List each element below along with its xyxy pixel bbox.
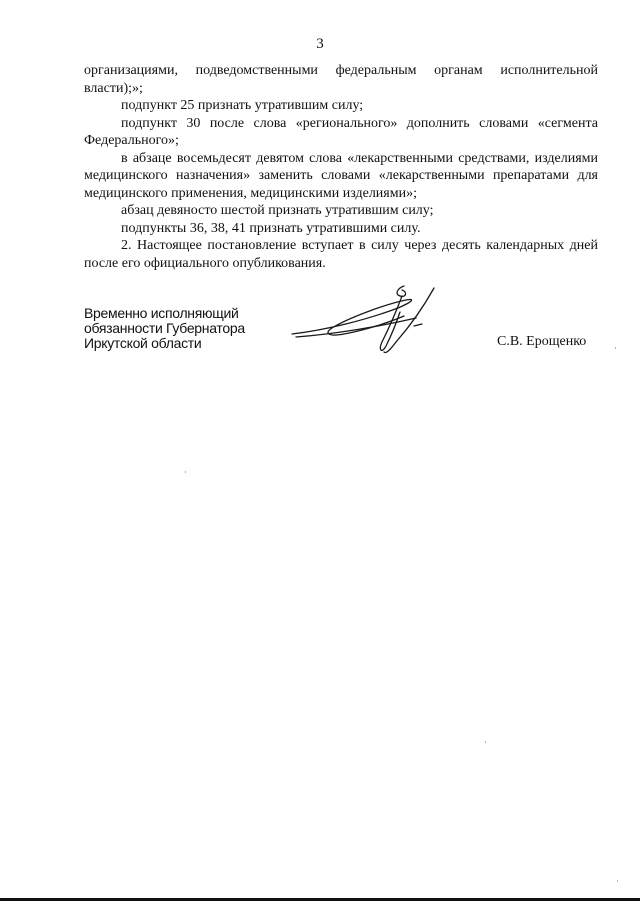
- paragraph-abzac-96: абзац девяносто шестой признать утратившим силу;: [121, 203, 434, 218]
- scan-speck: [615, 347, 616, 349]
- page-number: 3: [316, 36, 324, 52]
- scan-speck: [185, 471, 186, 473]
- paragraph-subpoints-36-38-41: подпункты 36, 38, 41 признать утратившими силу.: [121, 220, 421, 236]
- signer-name: С.В. Ерощенко: [497, 334, 587, 349]
- handwritten-signature: [286, 282, 446, 362]
- scan-speck: [485, 741, 486, 743]
- paragraph-continuation: организациями, подведомственными федеральным органам исполнительной власти);»;: [84, 63, 598, 96]
- signatory-title-line-2: обязанности Губернатора: [84, 320, 245, 336]
- document-body: [84, 62, 598, 272]
- paragraph-subpoint-30: подпункт 30 после слова «регионального» дополнить словами «сегмента Федерального»;: [84, 115, 598, 148]
- bottom-edge-rule: [0, 898, 640, 901]
- paragraph-subpoint-25: подпункт 25 признать утратившим силу;: [121, 98, 364, 113]
- scan-speck: [617, 880, 618, 882]
- paragraph-entry-into-force: 2. Настоящее постановление вступает в силу через десять календарных дней после его официального опубликования.: [84, 238, 598, 271]
- signatory-title-line-1: Временно исполняющий: [84, 305, 239, 321]
- signatory-title-line-3: Иркутской области: [84, 335, 202, 351]
- signatory-title: [84, 306, 245, 351]
- paragraph-abzac-89: в абзаце восемьдесят девятом слова «лекарственными средствами, изделиями медицинского назначения» заменить словами «лекарственными препаратами для медицинского применения, медицинскими изделиями»;: [84, 150, 598, 201]
